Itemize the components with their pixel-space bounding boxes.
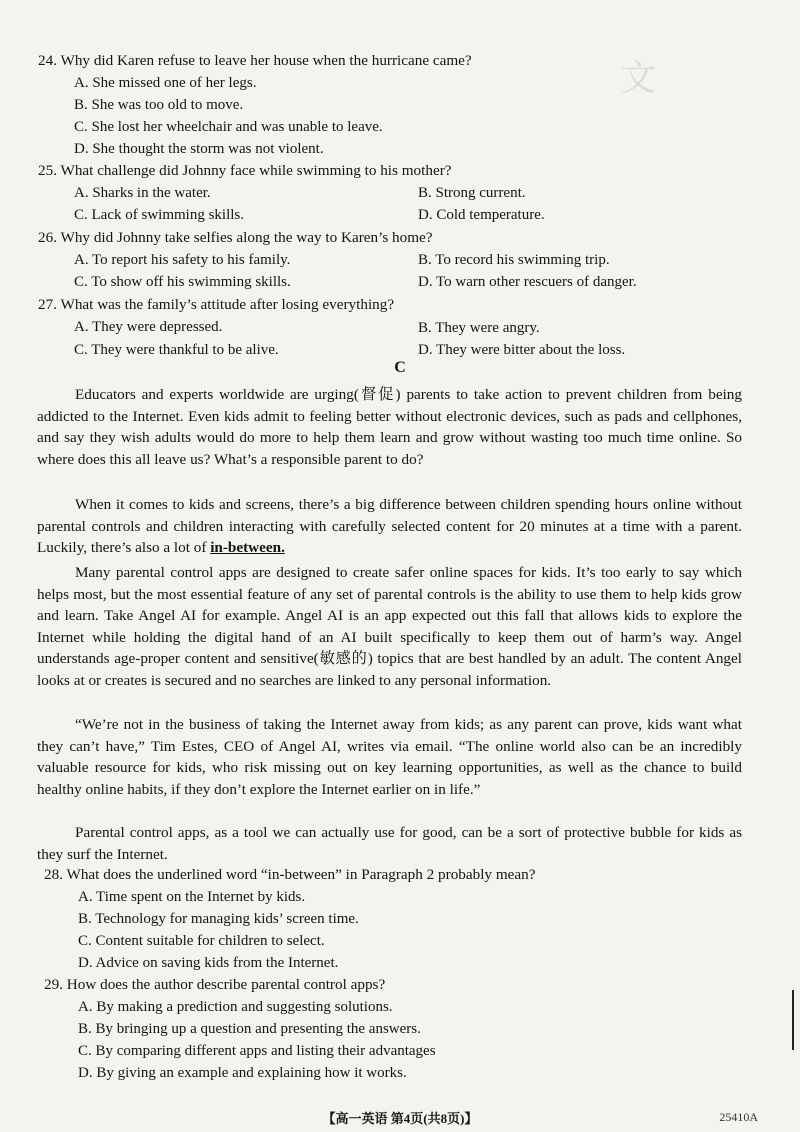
passage-paragraph-4-text: “We’re not in the business of taking the Internet away from kids; as any parent can prove, kids want what they can’t have,” Tim Estes, CEO of Angel AI, writes via email. “The online world also can be an incredibly valuable resource for kids, who risk missing out on key learning opportunities, as well as the chance to build healthy online habits, if they don’t explore the Internet earlier on in life.” [37, 716, 742, 798]
q28-option-b: B. Technology for managing kids’ screen time. [78, 911, 359, 927]
passage-paragraph-3-text: Many parental control apps are designed to create safer online spaces for kids. It’s too early to say which helps most, but the most essential feature of any set of parental controls is the ability to use them to help kids grow and learn. Take Angel AI for example. Angel AI is an app expected out this fall that allows kids to explore the Internet while holding the digital hand of an AI built specifically to keep them out of harm’s way. Angel understands age-proper content and sensitive(敏感的) topics that are best handled by an adult. The content Angel looks at or creates is secured and no searches are linked to any personal information. [37, 564, 742, 689]
q25-option-b: B. Strong current. [418, 185, 526, 201]
q28-option-d: D. Advice on saving kids from the Internet. [78, 955, 339, 971]
passage-paragraph-3 [37, 562, 742, 692]
passage-paragraph-4 [37, 714, 742, 800]
passage-paragraph-1 [37, 384, 742, 470]
q28-option-a: A. Time spent on the Internet by kids. [78, 889, 306, 905]
q27-option-c: C. They were thankful to be alive. [74, 342, 279, 358]
passage-paragraph-2 [37, 494, 742, 559]
q25-option-d: D. Cold temperature. [418, 207, 545, 223]
q24-option-d: D. She thought the storm was not violent. [74, 141, 324, 157]
q29-option-a: A. By making a prediction and suggesting solutions. [78, 999, 393, 1015]
q27-stem: 27. What was the family’s attitude after losing everything? [38, 296, 395, 313]
q27-option-a: A. They were depressed. [74, 319, 223, 335]
passage-paragraph-5 [37, 822, 742, 865]
q25-stem: 25. What challenge did Johnny face while swimming to his mother? [38, 162, 452, 179]
passage-paragraph-2-text: When it comes to kids and screens, there’s a big difference between children spending hours online without parental controls and children interacting with carefully selected content for 20 minutes at a time with a parent. Luckily, there’s also a lot of [37, 496, 742, 557]
q26-option-c: C. To show off his swimming skills. [74, 274, 291, 290]
passage-paragraph-1-text: Educators and experts worldwide are urging(督促) parents to take action to prevent children from being addicted to the Internet. Even kids admit to feeling better without electronic devices, such as pads and cellphones, and say they wish adults would do more to help them learn and grow without wasting too much time online. So where does this all leave us? What’s a responsible parent to do? [37, 386, 742, 468]
underlined-word-in-between: in-between. [210, 539, 285, 557]
q25-option-c: C. Lack of swimming skills. [74, 207, 244, 223]
q25-option-a: A. Sharks in the water. [74, 185, 211, 201]
q26-option-a: A. To report his safety to his family. [74, 252, 291, 268]
q24-stem: 24. Why did Karen refuse to leave her house when the hurricane came? [38, 52, 472, 69]
q26-option-d: D. To warn other rescuers of danger. [418, 274, 637, 290]
q27-option-b: B. They were angry. [418, 320, 540, 336]
page-edge-mark [792, 990, 794, 1050]
q24-option-c: C. She lost her wheelchair and was unable to leave. [74, 119, 383, 135]
q29-stem: 29. How does the author describe parental control apps? [44, 976, 386, 993]
exam-code: 25410A [719, 1110, 758, 1124]
q29-option-b: B. By bringing up a question and presenting the answers. [78, 1021, 421, 1037]
q29-option-c: C. By comparing different apps and listing their advantages [78, 1043, 436, 1059]
q28-stem: 28. What does the underlined word “in-between” in Paragraph 2 probably mean? [44, 866, 536, 883]
q29-option-d: D. By giving an example and explaining how it works. [78, 1065, 407, 1081]
q26-option-b: B. To record his swimming trip. [418, 252, 610, 268]
q27-option-d: D. They were bitter about the loss. [418, 342, 626, 358]
q24-option-b: B. She was too old to move. [74, 97, 244, 113]
q28-option-c: C. Content suitable for children to select. [78, 933, 325, 949]
page-footer: 【高一英语 第4页(共8页)】 [322, 1111, 478, 1126]
section-c-heading: C [394, 359, 406, 376]
q26-stem: 26. Why did Johnny take selfies along the way to Karen’s home? [38, 229, 433, 246]
passage-paragraph-5-text: Parental control apps, as a tool we can actually use for good, can be a sort of protective bubble for kids as they surf the Internet. [37, 824, 742, 863]
bleed-through-mark: 文 [620, 58, 661, 98]
q24-option-a: A. She missed one of her legs. [74, 75, 257, 91]
